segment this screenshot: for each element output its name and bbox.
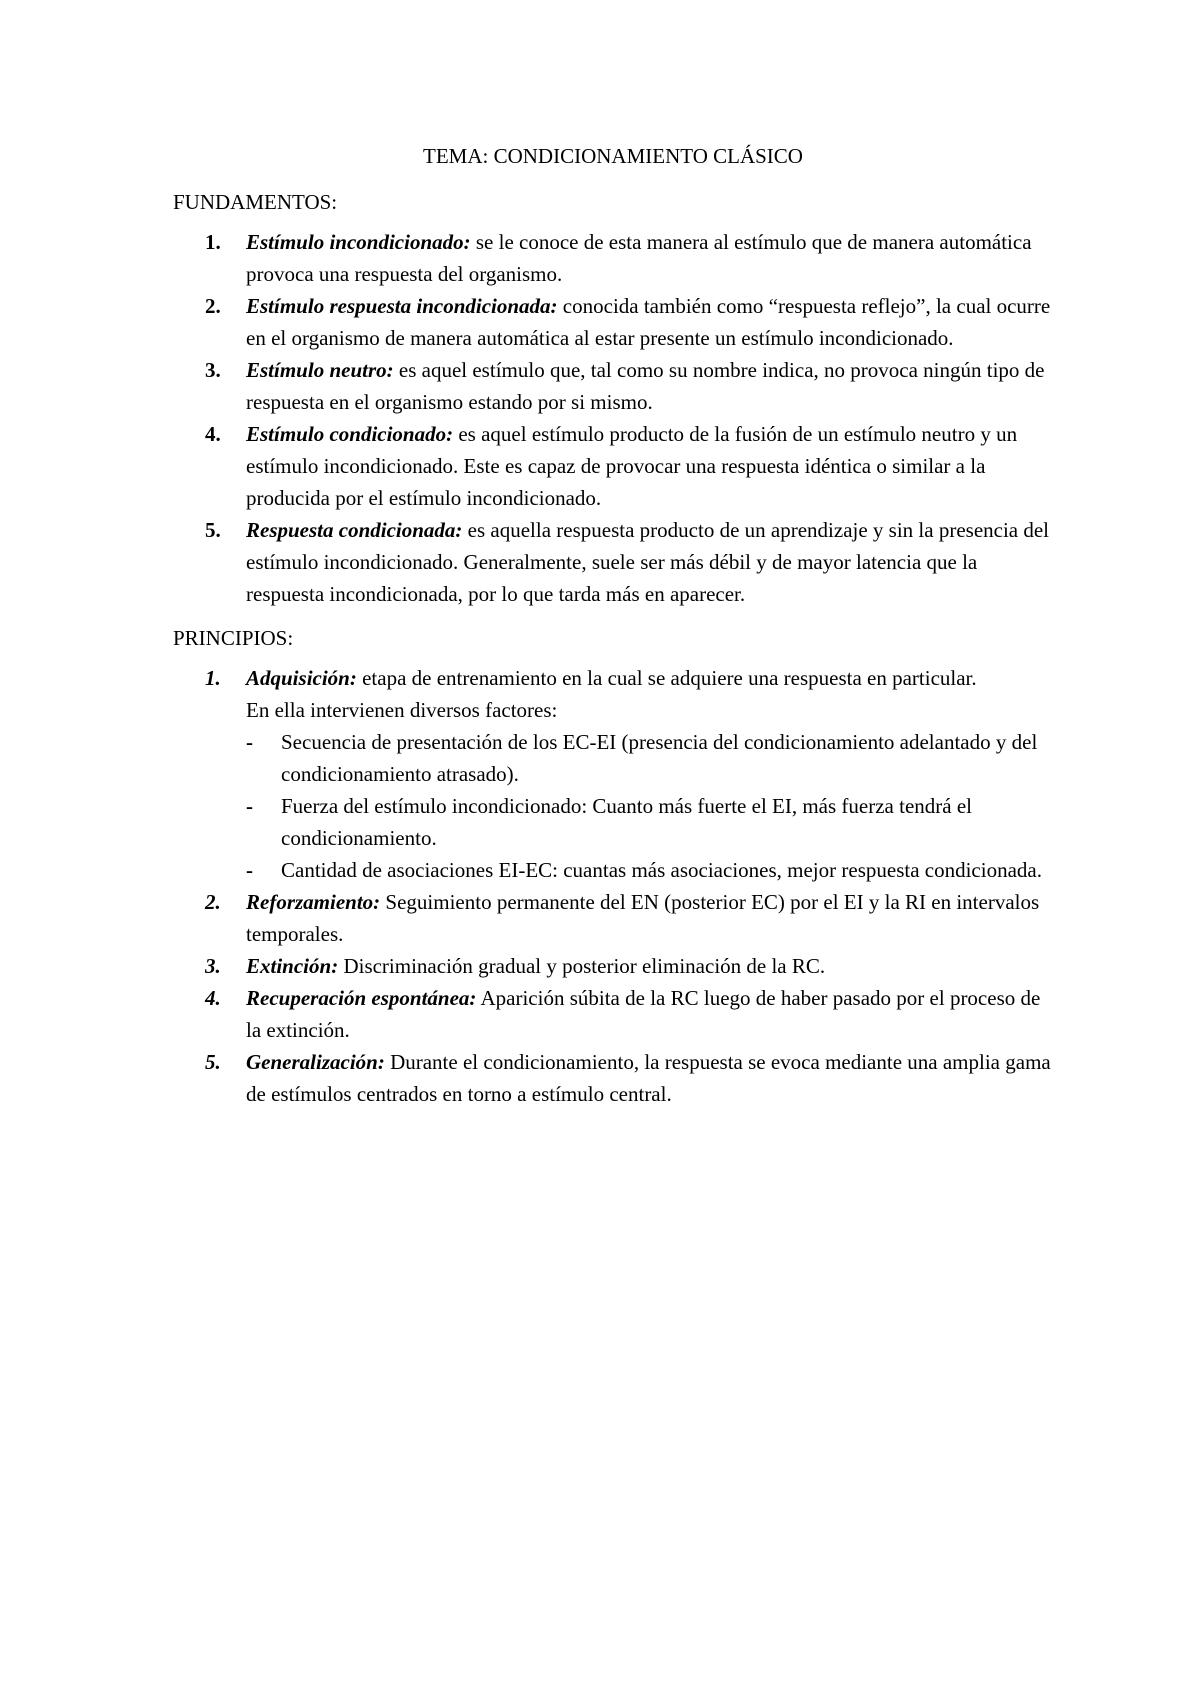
list-number: 4. xyxy=(205,422,221,446)
factors-list xyxy=(246,726,1053,886)
section-spacer xyxy=(173,610,1053,622)
dash-bullet: - xyxy=(246,858,253,882)
document-page xyxy=(173,140,1053,1110)
term-label: Estímulo neutro: xyxy=(246,358,394,382)
list-number: 2. xyxy=(205,890,221,914)
list-number: 1. xyxy=(205,666,221,690)
definition-text: se le conoce de esta manera al estímulo que de manera automática provoca una respuesta del organismo. xyxy=(246,230,1032,286)
list-item xyxy=(173,1046,1053,1110)
term-label: Generalización: xyxy=(246,1050,385,1074)
definition-text: es aquella respuesta producto de un aprendizaje y sin la presencia del estímulo incondicionado. Generalmente, suele ser más débil y de mayor latencia que la respuesta incondicionada, por lo que tarda más en aparecer. xyxy=(246,518,1050,606)
definition-text: conocida también como “respuesta reflejo”, la cual ocurre en el organismo de manera automática al estar presente un estímulo incondicionado. xyxy=(246,294,1051,350)
list-number: 2. xyxy=(205,294,221,318)
document-title: TEMA: CONDICIONAMIENTO CLÁSICO xyxy=(423,144,803,168)
dash-bullet: - xyxy=(246,730,253,754)
definition-text: Aparición súbita de la RC luego de haber pasado por el proceso de la extinción. xyxy=(246,986,1041,1042)
definition-text: etapa de entrenamiento en la cual se adquiere una respuesta en particular. xyxy=(356,666,977,690)
fundamentos-heading: FUNDAMENTOS: xyxy=(173,190,338,214)
list-item xyxy=(173,982,1053,1046)
principios-heading: PRINCIPIOS: xyxy=(173,626,294,650)
factor-item xyxy=(246,790,1053,854)
factor-item xyxy=(246,726,1053,790)
list-number: 1. xyxy=(205,230,221,254)
fundamentos-list xyxy=(173,226,1053,610)
term-label: Estímulo incondicionado: xyxy=(246,230,471,254)
list-item xyxy=(173,514,1053,610)
factor-text: Secuencia de presentación de los EC-EI (presencia del condicionamiento adelantado y del condicionamiento atrasado). xyxy=(281,730,1038,786)
list-item xyxy=(173,354,1053,418)
definition-text: Seguimiento permanente del EN (posterior EC) por el EI y la RI en intervalos temporales. xyxy=(246,890,1040,946)
list-number: 5. xyxy=(205,1050,221,1074)
term-label: Reforzamiento: xyxy=(246,890,381,914)
definition-text: es aquel estímulo producto de la fusión de un estímulo neutro y un estímulo incondicionado. Este es capaz de provocar una respuesta idéntica o similar a la producida por el estímulo incondicionado. xyxy=(246,422,1018,510)
factor-text: Cantidad de asociaciones EI-EC: cuantas más asociaciones, mejor respuesta condicionada. xyxy=(281,858,1042,882)
definition-text: Durante el condicionamiento, la respuesta se evoca mediante una amplia gama de estímulos centrados en torno a estímulo central. xyxy=(246,1050,1051,1106)
list-number: 4. xyxy=(205,986,221,1010)
term-label: Estímulo respuesta incondicionada: xyxy=(246,294,558,318)
term-label: Adquisición: xyxy=(246,666,357,690)
list-item xyxy=(173,418,1053,514)
principios-list xyxy=(173,662,1053,1110)
list-item xyxy=(173,662,1053,886)
list-item xyxy=(173,226,1053,290)
list-item xyxy=(173,290,1053,354)
term-label: Extinción: xyxy=(246,954,339,978)
definition-text: es aquel estímulo que, tal como su nombre indica, no provoca ningún tipo de respuesta en el organismo estando por si mismo. xyxy=(246,358,1045,414)
list-number: 5. xyxy=(205,518,221,542)
term-label: Respuesta condicionada: xyxy=(246,518,463,542)
term-label: Estímulo condicionado: xyxy=(246,422,454,446)
sub-intro-text: En ella intervienen diversos factores: xyxy=(246,698,558,722)
factor-item xyxy=(246,854,1053,886)
term-label: Recuperación espontánea: xyxy=(246,986,477,1010)
list-number: 3. xyxy=(205,358,221,382)
definition-text: Discriminación gradual y posterior eliminación de la RC. xyxy=(338,954,826,978)
list-item xyxy=(173,950,1053,982)
dash-bullet: - xyxy=(246,794,253,818)
list-number: 3. xyxy=(205,954,221,978)
factor-text: Fuerza del estímulo incondicionado: Cuanto más fuerte el EI, más fuerza tendrá el condicionamiento. xyxy=(281,794,973,850)
list-item xyxy=(173,886,1053,950)
